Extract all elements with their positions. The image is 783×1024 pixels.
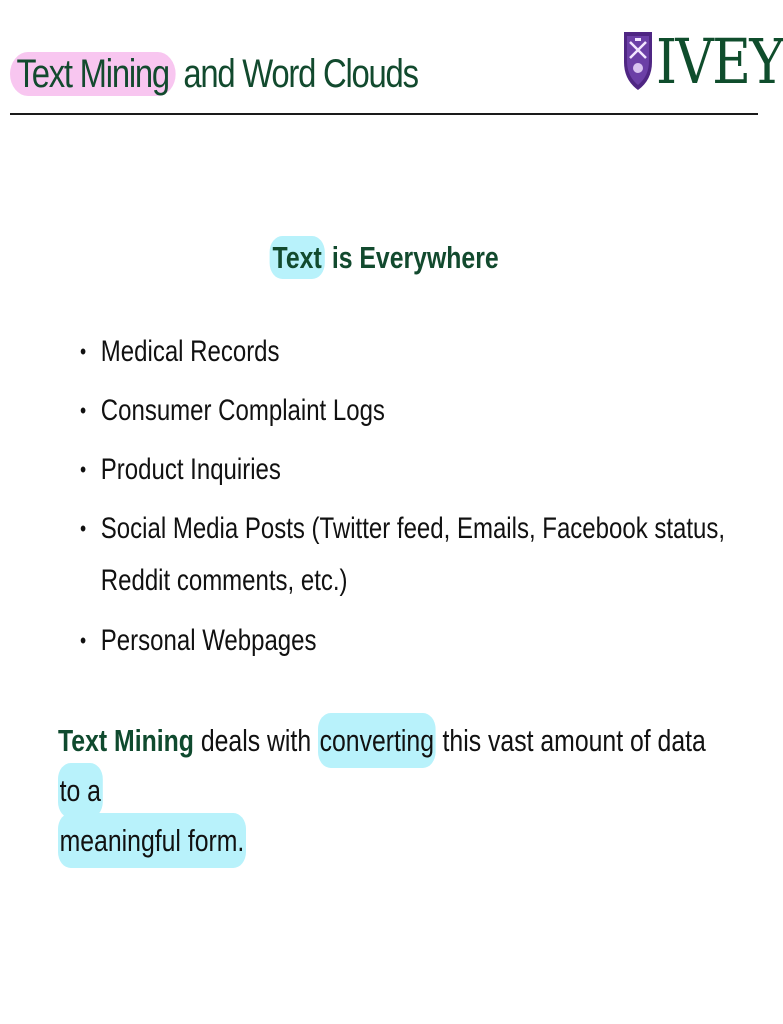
bullet-icon: •: [80, 628, 87, 653]
statement-bold: Text Mining: [58, 723, 194, 758]
bullet-text: Consumer Complaint Logs: [100, 394, 385, 427]
shield-crest-icon: [622, 28, 654, 94]
bullet-list: [80, 326, 740, 674]
title-divider: [10, 113, 758, 115]
slide-title: [10, 36, 418, 112]
bullet-icon: •: [80, 339, 87, 364]
bullet-icon: •: [80, 457, 87, 482]
statement-highlight: to a: [58, 763, 103, 818]
statement-highlight: meaningful form.: [58, 813, 246, 868]
statement-part: this vast amount of data: [435, 723, 706, 758]
heading-rest: is Everywhere: [324, 240, 499, 275]
list-item: [80, 503, 726, 607]
section-heading: [77, 236, 691, 280]
list-item: [80, 385, 608, 437]
bullet-text: Personal Webpages: [100, 624, 317, 657]
list-item: [80, 615, 608, 667]
list-item: [80, 326, 608, 378]
ivey-logo: [622, 25, 783, 108]
bullet-text-continued: Reddit comments, etc.): [100, 564, 348, 597]
bullet-text: Medical Records: [100, 335, 280, 368]
statement-highlight: converting: [318, 713, 436, 768]
statement-part: deals with: [193, 723, 318, 758]
title-highlight: Text Mining: [10, 52, 175, 96]
bullet-text: Social Media Posts (Twitter feed, Emails, Facebook status,: [100, 512, 726, 545]
logo-wordmark: IVEY: [656, 25, 783, 98]
bullet-icon: •: [80, 516, 87, 541]
summary-statement: [58, 716, 714, 866]
heading-highlight: Text: [269, 236, 325, 279]
bullet-text: Product Inquiries: [100, 453, 281, 486]
list-item: [80, 444, 608, 496]
bullet-icon: •: [80, 398, 87, 423]
title-rest: and Word Clouds: [175, 52, 418, 96]
